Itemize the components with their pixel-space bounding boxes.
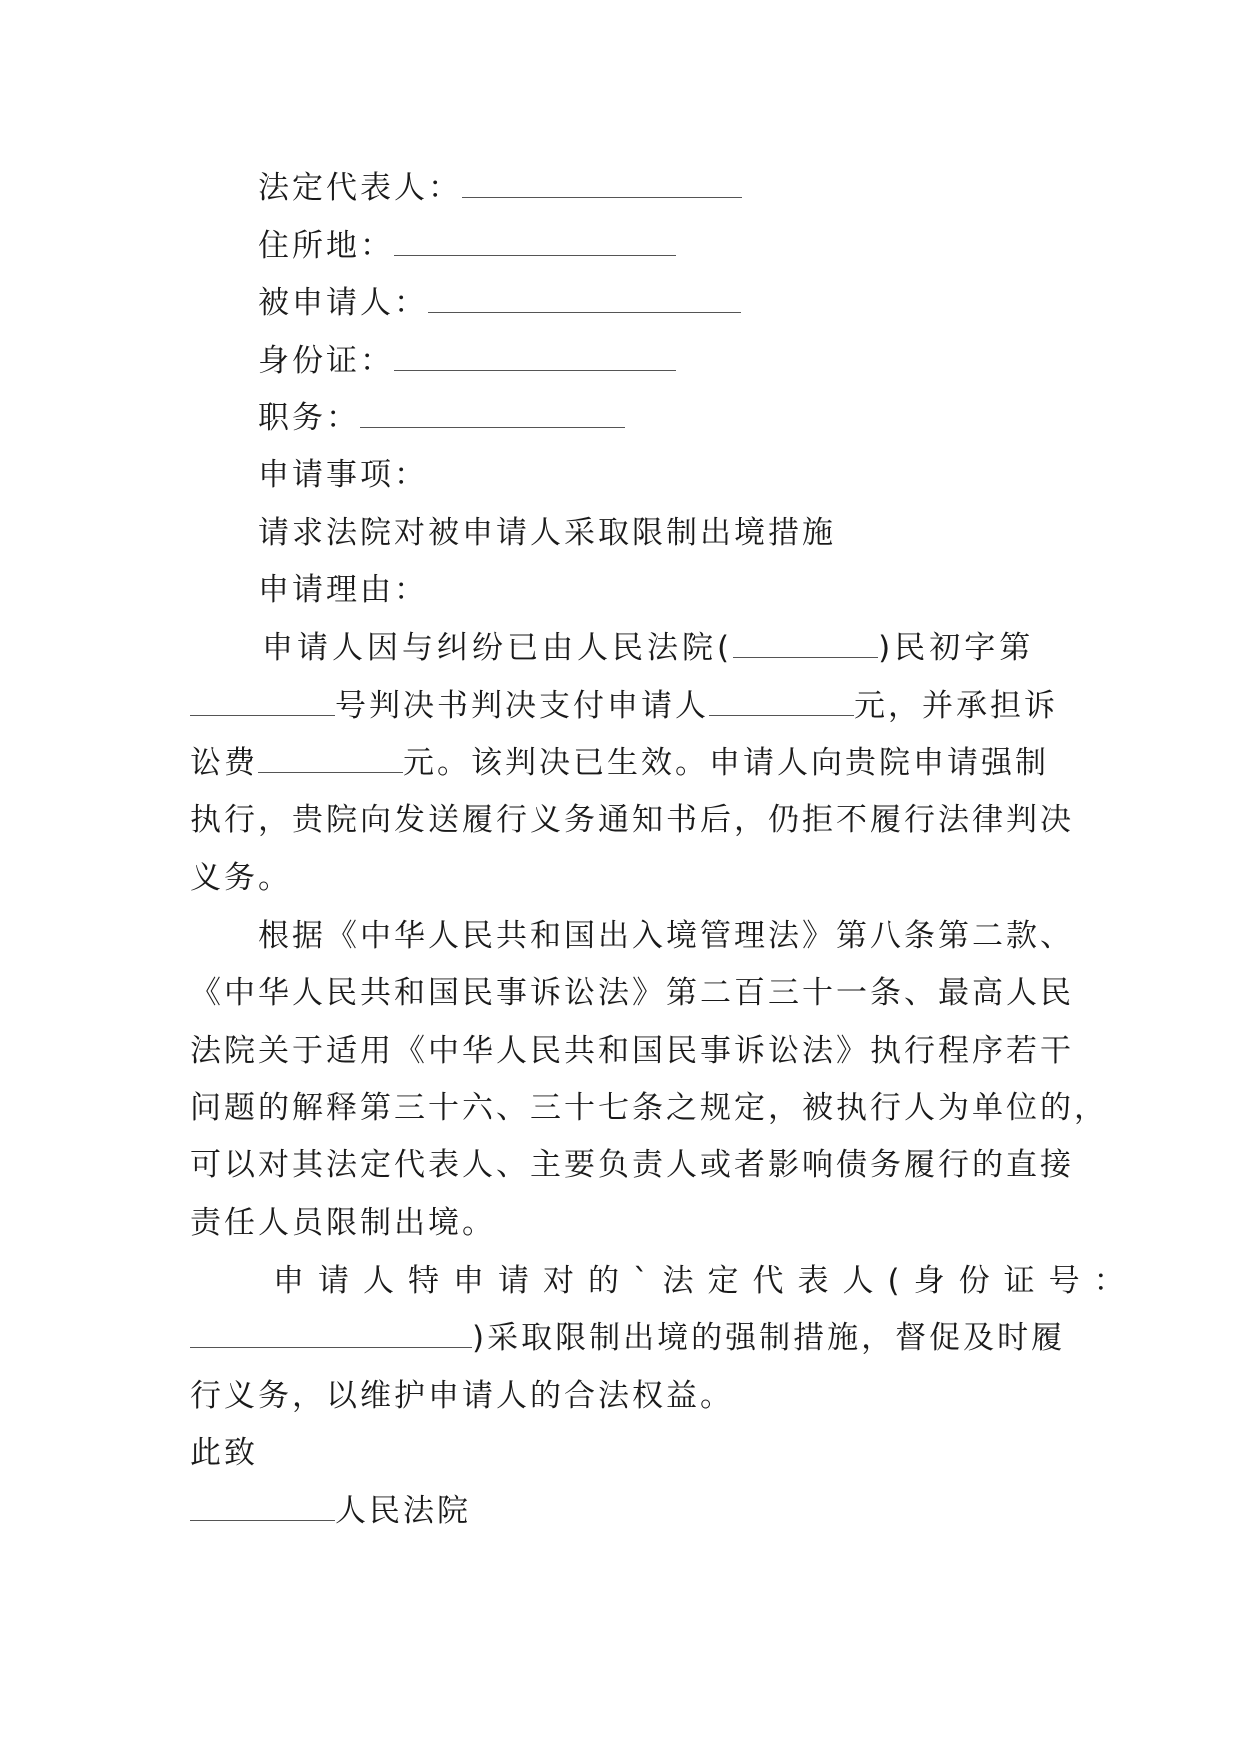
- para1-line1: [262, 628, 1034, 668]
- position-label: 职务：: [258, 400, 360, 436]
- respondent-blank[interactable]: [428, 286, 741, 313]
- para3-line2: [190, 1318, 1065, 1358]
- para3-line2-b: )采取限制出境的强制措施，督促及时履: [472, 1320, 1066, 1356]
- court-name-blank[interactable]: [190, 1494, 335, 1521]
- court-line: [190, 1491, 471, 1531]
- para1-line1-a: 申请人因与纠纷已由人民法院(: [262, 630, 734, 666]
- para2-line3: 法院关于适用《中华人民共和国民事诉讼法》执行程序若干: [190, 1033, 1074, 1069]
- para2-line5: 可以对其法定代表人、主要负责人或者影响债务履行的直接: [190, 1147, 1074, 1183]
- para1-line3: [190, 743, 1049, 783]
- legal-rep-blank[interactable]: [462, 171, 742, 198]
- para3-line3: 行义务，以维护申请人的合法权益。: [190, 1378, 734, 1414]
- case-number-blank[interactable]: [190, 689, 335, 716]
- reasons-heading: 申请理由：: [258, 572, 428, 608]
- position-blank[interactable]: [360, 401, 625, 428]
- para2-line6: 责任人员限制出境。: [190, 1205, 496, 1241]
- respondent-row: [258, 283, 741, 323]
- address-blank[interactable]: [394, 229, 676, 256]
- id-label: 身份证：: [258, 343, 394, 379]
- legal-rep-row: [258, 168, 742, 208]
- case-year-blank[interactable]: [733, 631, 878, 658]
- para3-line1: 申请人特申请对的`法定代表人(身份证号：: [273, 1263, 1139, 1299]
- respondent-label: 被申请人：: [258, 285, 428, 321]
- para1-line4: 执行，贵院向发送履行义务通知书后，仍拒不履行法律判决: [190, 802, 1074, 838]
- para2-line4: 问题的解释第三十六、三十七条之规定，被执行人为单位的，: [190, 1090, 1108, 1126]
- id-blank[interactable]: [394, 344, 676, 371]
- address-row: [258, 226, 676, 266]
- para1-line2: [190, 686, 1058, 726]
- court-fee-blank[interactable]: [258, 746, 403, 773]
- para2-line2: 《中华人民共和国民事诉讼法》第二百三十一条、最高人民: [190, 975, 1074, 1011]
- address-label: 住所地：: [258, 228, 394, 264]
- id-number-blank[interactable]: [190, 1321, 472, 1348]
- para2-line1: 根据《中华人民共和国出入境管理法》第八条第二款、: [258, 918, 1074, 954]
- para1-line2-a: 号判决书判决支付申请人: [335, 688, 709, 724]
- salutation: 此致: [190, 1435, 258, 1471]
- para1-line3-a: 讼费: [190, 745, 258, 781]
- legal-rep-label: 法定代表人：: [258, 170, 462, 206]
- para1-line1-b: )民初字第: [878, 630, 1035, 666]
- para1-line2-b: 元，并承担诉: [854, 688, 1058, 724]
- position-row: [258, 398, 625, 438]
- court-suffix: 人民法院: [335, 1493, 471, 1529]
- amount-blank[interactable]: [709, 689, 854, 716]
- para1-line3-b: 元。该判决已生效。申请人向贵院申请强制: [403, 745, 1049, 781]
- para1-line5: 义务。: [190, 860, 292, 896]
- id-row: [258, 341, 676, 381]
- matters-text: 请求法院对被申请人采取限制出境措施: [258, 515, 836, 551]
- matters-heading: 申请事项：: [258, 457, 428, 493]
